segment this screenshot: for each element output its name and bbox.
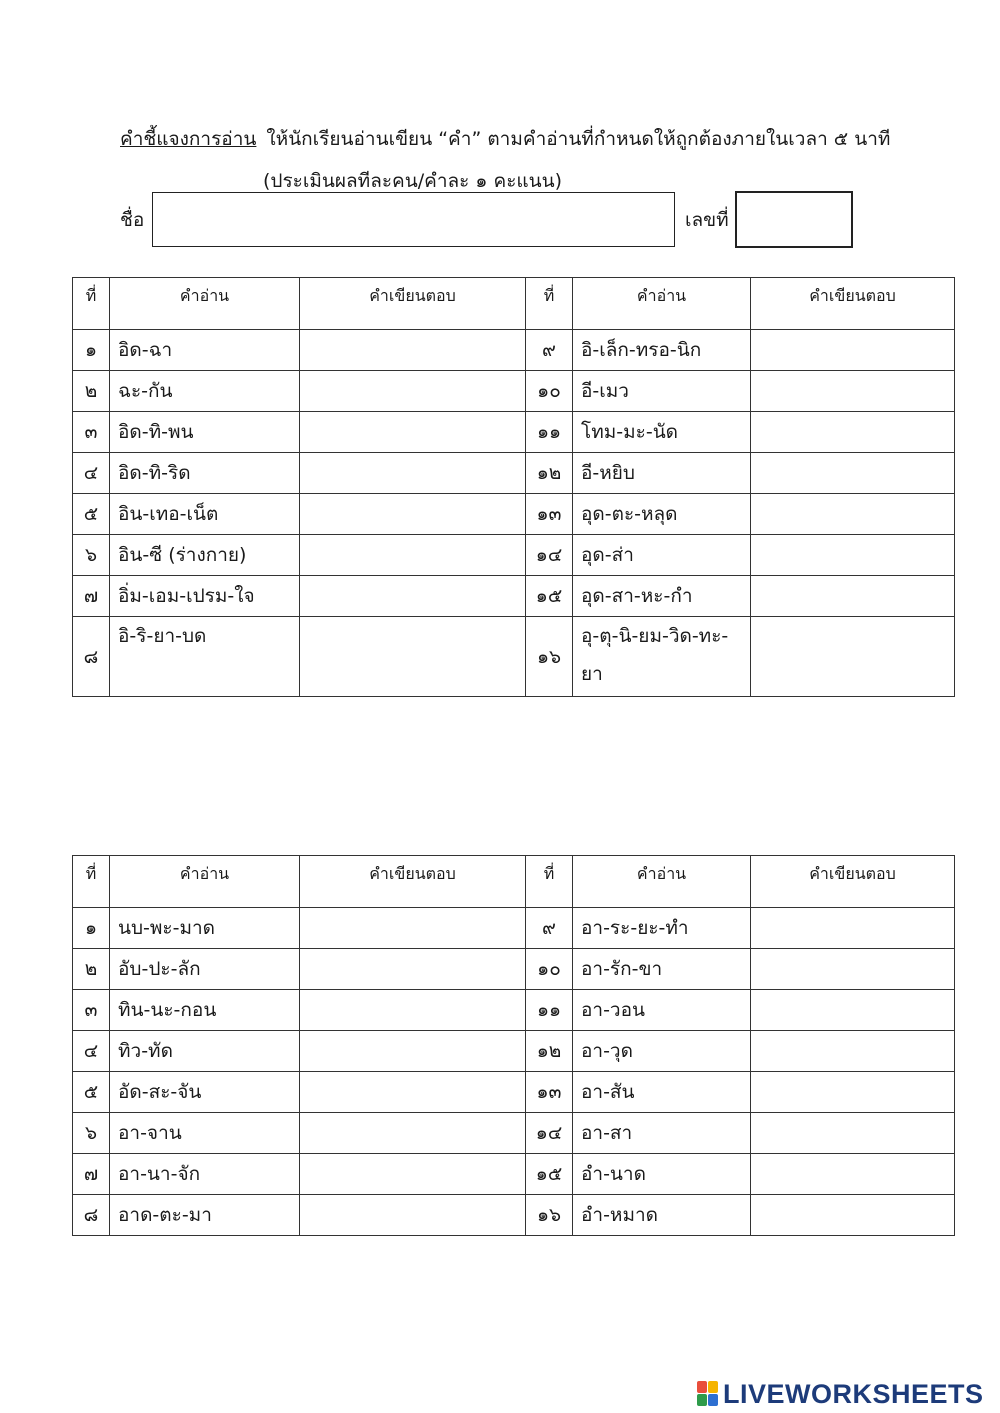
reading-word: อุด-ส่า	[573, 535, 751, 576]
column-header-answer: คำเขียนตอบ	[751, 278, 955, 330]
table-row	[73, 453, 955, 494]
answer-cell	[300, 453, 526, 494]
answer-cell	[300, 535, 526, 576]
reading-word-line: อุ-ตุ-นิ-ยม-วิด-ทะ-	[581, 625, 729, 647]
answer-input[interactable]	[300, 1113, 525, 1153]
reading-word: อี-หยิบ	[573, 453, 751, 494]
name-field[interactable]	[152, 192, 675, 247]
table-header-row	[73, 278, 955, 330]
column-header-answer: คำเขียนตอบ	[300, 278, 526, 330]
reading-word: อิน-ซี (ร่างกาย)	[110, 535, 300, 576]
answer-input[interactable]	[300, 453, 525, 493]
item-number: ๘	[73, 617, 110, 697]
answer-input[interactable]	[751, 453, 954, 493]
answer-cell	[300, 908, 526, 949]
answer-input[interactable]	[300, 617, 525, 696]
answer-input[interactable]	[751, 617, 954, 696]
table-row	[73, 412, 955, 453]
reading-word: อิ-เล็ก-ทรอ-นิก	[573, 330, 751, 371]
reading-word: อำ-หมาด	[573, 1195, 751, 1236]
item-number: ๓	[73, 990, 110, 1031]
column-header-answer: คำเขียนตอบ	[300, 856, 526, 908]
reading-word: อิด-ฉา	[110, 330, 300, 371]
item-number: ๑๒	[526, 1031, 573, 1072]
item-number: ๑๕	[526, 1154, 573, 1195]
answer-cell	[751, 617, 955, 697]
reading-word: อิด-ทิ-ริด	[110, 453, 300, 494]
answer-input[interactable]	[751, 1113, 954, 1153]
column-header-reading: คำอ่าน	[110, 856, 300, 908]
answer-input[interactable]	[300, 494, 525, 534]
item-number: ๙	[526, 330, 573, 371]
answer-input[interactable]	[300, 576, 525, 616]
answer-input[interactable]	[300, 535, 525, 575]
answer-input[interactable]	[751, 535, 954, 575]
item-number: ๔	[73, 1031, 110, 1072]
answer-input[interactable]	[300, 1072, 525, 1112]
answer-cell	[300, 617, 526, 697]
answer-cell	[751, 949, 955, 990]
item-number: ๑๐	[526, 371, 573, 412]
answer-cell	[300, 412, 526, 453]
answer-input[interactable]	[300, 949, 525, 989]
answer-cell	[300, 1195, 526, 1236]
answer-cell	[300, 1031, 526, 1072]
answer-cell	[751, 1031, 955, 1072]
answer-input[interactable]	[300, 1195, 525, 1235]
item-number: ๕	[73, 1072, 110, 1113]
answer-cell	[751, 494, 955, 535]
answer-input[interactable]	[751, 990, 954, 1030]
reading-word: อา-รัก-ขา	[573, 949, 751, 990]
reading-word: อุด-สา-หะ-กำ	[573, 576, 751, 617]
reading-word: อัด-สะ-จัน	[110, 1072, 300, 1113]
table-row	[73, 535, 955, 576]
item-number: ๖	[73, 535, 110, 576]
answer-input[interactable]	[300, 1154, 525, 1194]
table-row	[73, 371, 955, 412]
item-number: ๑	[73, 908, 110, 949]
answer-cell	[300, 1072, 526, 1113]
reading-word: โทม-มะ-นัด	[573, 412, 751, 453]
answer-cell	[751, 1113, 955, 1154]
reading-word: อำ-นาด	[573, 1154, 751, 1195]
item-number: ๔	[73, 453, 110, 494]
reading-word: อี-เมว	[573, 371, 751, 412]
item-number: ๘	[73, 1195, 110, 1236]
item-number: ๑๒	[526, 453, 573, 494]
answer-input[interactable]	[751, 1195, 954, 1235]
item-number: ๒	[73, 371, 110, 412]
student-number-label: เลขที่	[685, 209, 729, 231]
item-number: ๑๖	[526, 1195, 573, 1236]
answer-cell	[751, 990, 955, 1031]
answer-input[interactable]	[751, 1031, 954, 1071]
column-header-reading: คำอ่าน	[573, 856, 751, 908]
column-header-no: ที่	[73, 856, 110, 908]
item-number: ๗	[73, 576, 110, 617]
item-number: ๑	[73, 330, 110, 371]
answer-cell	[751, 1195, 955, 1236]
table-row	[73, 1195, 955, 1236]
answer-cell	[751, 1154, 955, 1195]
table-row	[73, 617, 955, 697]
answer-input[interactable]	[751, 949, 954, 989]
table-row	[73, 949, 955, 990]
instruction-heading: คำชี้แจงการอ่าน	[120, 128, 257, 150]
table-row	[73, 1072, 955, 1113]
item-number: ๑๐	[526, 949, 573, 990]
instruction-text: ให้นักเรียนอ่านเขียน “คำ” ตามคำอ่านที่กำหนดให้ถูกต้องภายในเวลา ๕ นาที	[266, 128, 891, 150]
table-row	[73, 908, 955, 949]
reading-word: อิ-ริ-ยา-บด	[110, 617, 300, 697]
answer-cell	[300, 1113, 526, 1154]
reading-word: อา-สา	[573, 1113, 751, 1154]
liveworksheets-logo	[697, 1378, 984, 1410]
answer-input[interactable]	[300, 1031, 525, 1071]
reading-word: อุด-ตะ-หลุด	[573, 494, 751, 535]
answer-input[interactable]	[300, 412, 525, 452]
item-number: ๑๕	[526, 576, 573, 617]
answer-cell	[751, 535, 955, 576]
answer-cell	[300, 371, 526, 412]
answer-cell	[300, 949, 526, 990]
item-number: ๒	[73, 949, 110, 990]
logo-text: LIVEWORKSHEETS	[723, 1378, 984, 1409]
answer-cell	[751, 453, 955, 494]
worksheet-table-2	[72, 855, 955, 1236]
answer-input[interactable]	[300, 330, 525, 370]
answer-cell	[300, 330, 526, 371]
answer-input[interactable]	[300, 371, 525, 411]
reading-word: อิ่ม-เอม-เปรม-ใจ	[110, 576, 300, 617]
item-number: ๑๖	[526, 617, 573, 697]
table-row	[73, 494, 955, 535]
reading-word: อา-วอน	[573, 990, 751, 1031]
item-number: ๑๓	[526, 1072, 573, 1113]
name-label: ชื่อ	[120, 209, 145, 231]
item-number: ๙	[526, 908, 573, 949]
answer-input[interactable]	[751, 908, 954, 948]
answer-cell	[751, 908, 955, 949]
answer-cell	[751, 330, 955, 371]
table-row	[73, 990, 955, 1031]
reading-word: ฉะ-กัน	[110, 371, 300, 412]
reading-word: อาด-ตะ-มา	[110, 1195, 300, 1236]
reading-word: อา-จาน	[110, 1113, 300, 1154]
answer-cell	[300, 494, 526, 535]
item-number: ๖	[73, 1113, 110, 1154]
reading-word: อา-สัน	[573, 1072, 751, 1113]
student-number-field[interactable]	[735, 191, 853, 248]
table-row	[73, 1154, 955, 1195]
item-number: ๑๑	[526, 990, 573, 1031]
answer-input[interactable]	[751, 1072, 954, 1112]
reading-word: อิด-ทิ-พน	[110, 412, 300, 453]
reading-word: อิน-เทอ-เน็ต	[110, 494, 300, 535]
answer-input[interactable]	[751, 494, 954, 534]
answer-cell	[300, 1154, 526, 1195]
answer-input[interactable]	[751, 412, 954, 452]
logo-badge-icon	[697, 1381, 719, 1407]
item-number: ๑๔	[526, 535, 573, 576]
answer-input[interactable]	[751, 330, 954, 370]
reading-word: อา-ระ-ยะ-ทำ	[573, 908, 751, 949]
reading-word: อา-วุด	[573, 1031, 751, 1072]
column-header-reading: คำอ่าน	[573, 278, 751, 330]
scoring-note: (ประเมินผลทีละคน/คำละ ๑ คะแนน)	[263, 170, 563, 192]
reading-word	[573, 617, 751, 697]
answer-input[interactable]	[751, 371, 954, 411]
answer-cell	[751, 412, 955, 453]
item-number: ๕	[73, 494, 110, 535]
answer-cell	[751, 1072, 955, 1113]
answer-cell	[300, 576, 526, 617]
table-row	[73, 330, 955, 371]
column-header-answer: คำเขียนตอบ	[751, 856, 955, 908]
table-header-row	[73, 856, 955, 908]
item-number: ๓	[73, 412, 110, 453]
item-number: ๑๔	[526, 1113, 573, 1154]
item-number: ๑๓	[526, 494, 573, 535]
answer-input[interactable]	[751, 1154, 954, 1194]
column-header-reading: คำอ่าน	[110, 278, 300, 330]
reading-word: ทิว-ทัด	[110, 1031, 300, 1072]
answer-cell	[300, 990, 526, 1031]
instruction-line	[120, 124, 890, 154]
item-number: ๗	[73, 1154, 110, 1195]
answer-cell	[751, 371, 955, 412]
item-number: ๑๑	[526, 412, 573, 453]
reading-word-line: ยา	[581, 663, 603, 685]
reading-word: นบ-พะ-มาด	[110, 908, 300, 949]
answer-input[interactable]	[300, 908, 525, 948]
reading-word: อับ-ปะ-ลัก	[110, 949, 300, 990]
table-row	[73, 1113, 955, 1154]
table-row	[73, 576, 955, 617]
answer-input[interactable]	[300, 990, 525, 1030]
column-header-no: ที่	[73, 278, 110, 330]
column-header-no: ที่	[526, 278, 573, 330]
reading-word: ทิน-นะ-กอน	[110, 990, 300, 1031]
worksheet-table-1	[72, 277, 955, 697]
column-header-no: ที่	[526, 856, 573, 908]
answer-input[interactable]	[751, 576, 954, 616]
table-row	[73, 1031, 955, 1072]
reading-word: อา-นา-จัก	[110, 1154, 300, 1195]
answer-cell	[751, 576, 955, 617]
